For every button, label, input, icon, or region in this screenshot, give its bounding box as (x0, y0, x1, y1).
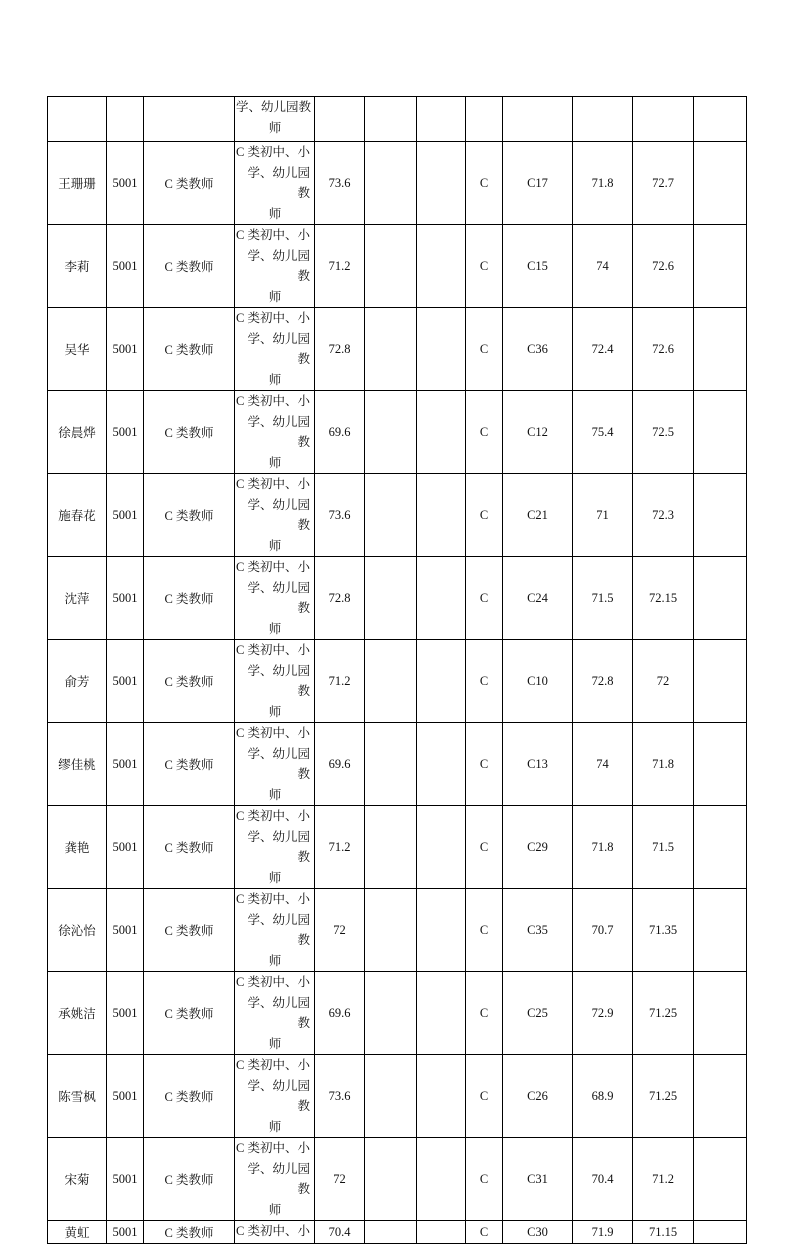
cell-total: 71.15 (633, 1221, 694, 1244)
table-row (48, 142, 747, 225)
cell-seat: C29 (503, 806, 573, 889)
cell-seat: C12 (503, 391, 573, 474)
cell-group: C (466, 806, 503, 889)
cell-group: C (466, 1221, 503, 1244)
category-line: 学、幼儿园教 (247, 746, 310, 781)
cell-category (235, 308, 315, 391)
cell-name: 宋菊 (48, 1138, 107, 1221)
cell-name (48, 97, 107, 142)
table-body (48, 97, 747, 1244)
cell-seat: C36 (503, 308, 573, 391)
cell-total: 71.25 (633, 1055, 694, 1138)
cell-group: C (466, 391, 503, 474)
cell-score1: 69.6 (315, 391, 365, 474)
cell-score2: 74 (573, 723, 633, 806)
cell-post: C 类教师 (144, 1138, 235, 1221)
cell-seat (503, 97, 573, 142)
cell-empty (365, 889, 417, 972)
cell-name: 王珊珊 (48, 142, 107, 225)
category-line: C 类初中、小 (236, 228, 310, 242)
category-line: 学、幼儿园教 (247, 580, 310, 615)
cell-seat: C26 (503, 1055, 573, 1138)
cell-code: 5001 (107, 806, 144, 889)
cell-seat: C25 (503, 972, 573, 1055)
cell-code: 5001 (107, 1055, 144, 1138)
cell-code: 5001 (107, 557, 144, 640)
cell-empty (417, 557, 466, 640)
category-line: 学、幼儿园教 (247, 248, 310, 283)
category-line: 学、幼儿园教 (247, 1161, 310, 1196)
cell-score1 (315, 97, 365, 142)
cell-seat: C35 (503, 889, 573, 972)
cell-category (235, 1055, 315, 1138)
cell-empty (417, 474, 466, 557)
cell-post: C 类教师 (144, 225, 235, 308)
category-line: 学、幼儿园教 (247, 1078, 310, 1113)
category-line: 师 (268, 1202, 282, 1217)
cell-total: 71.5 (633, 806, 694, 889)
cell-total: 72.5 (633, 391, 694, 474)
cell-score1: 69.6 (315, 723, 365, 806)
cell-name: 陈雪枫 (48, 1055, 107, 1138)
cell-seat: C21 (503, 474, 573, 557)
cell-empty (417, 640, 466, 723)
cell-empty (365, 723, 417, 806)
cell-empty (365, 474, 417, 557)
cell-total: 72.6 (633, 308, 694, 391)
cell-remark (694, 391, 747, 474)
cell-score1: 73.6 (315, 474, 365, 557)
cell-code: 5001 (107, 1138, 144, 1221)
cell-score1: 71.2 (315, 806, 365, 889)
cell-post: C 类教师 (144, 640, 235, 723)
cell-post: C 类教师 (144, 806, 235, 889)
cell-empty (417, 1055, 466, 1138)
cell-seat: C17 (503, 142, 573, 225)
cell-empty (365, 557, 417, 640)
cell-empty (365, 142, 417, 225)
cell-post: C 类教师 (144, 391, 235, 474)
cell-group: C (466, 1055, 503, 1138)
cell-group: C (466, 723, 503, 806)
cell-remark (694, 972, 747, 1055)
cell-score2: 72.9 (573, 972, 633, 1055)
cell-group: C (466, 1138, 503, 1221)
cell-code: 5001 (107, 391, 144, 474)
table-row (48, 640, 747, 723)
table-row (48, 889, 747, 972)
cell-group: C (466, 225, 503, 308)
category-line: C 类初中、小 (236, 394, 310, 408)
cell-total: 72.7 (633, 142, 694, 225)
cell-score2: 70.4 (573, 1138, 633, 1221)
cell-code: 5001 (107, 308, 144, 391)
cell-name: 沈萍 (48, 557, 107, 640)
category-line: 学、幼儿园教 (247, 912, 310, 947)
category-line: C 类初中、小 (236, 560, 310, 574)
category-line: 学、幼儿园教 (236, 100, 312, 114)
category-line: 师 (268, 289, 282, 304)
cell-code: 5001 (107, 1221, 144, 1244)
cell-remark (694, 225, 747, 308)
cell-score1: 71.2 (315, 640, 365, 723)
cell-score2: 70.7 (573, 889, 633, 972)
cell-score2: 71.8 (573, 142, 633, 225)
cell-code (107, 97, 144, 142)
cell-post: C 类教师 (144, 308, 235, 391)
table-row (48, 1221, 747, 1244)
cell-total: 72.6 (633, 225, 694, 308)
cell-empty (417, 391, 466, 474)
cell-post (144, 97, 235, 142)
cell-name: 缪佳桃 (48, 723, 107, 806)
cell-category (235, 1221, 315, 1244)
cell-score2: 74 (573, 225, 633, 308)
cell-score2 (573, 97, 633, 142)
cell-score1: 71.2 (315, 225, 365, 308)
cell-empty (365, 640, 417, 723)
cell-group (466, 97, 503, 142)
cell-name: 黄虹 (48, 1221, 107, 1244)
cell-score1: 72.8 (315, 308, 365, 391)
cell-remark (694, 640, 747, 723)
cell-total: 72.3 (633, 474, 694, 557)
cell-empty (365, 1138, 417, 1221)
cell-category (235, 972, 315, 1055)
category-line: 师 (268, 704, 282, 719)
cell-remark (694, 1138, 747, 1221)
cell-remark (694, 1055, 747, 1138)
cell-empty (417, 972, 466, 1055)
category-line: 学、幼儿园教 (247, 414, 310, 449)
cell-name: 李莉 (48, 225, 107, 308)
cell-group: C (466, 972, 503, 1055)
table-row (48, 557, 747, 640)
cell-code: 5001 (107, 723, 144, 806)
category-line: C 类初中、小 (236, 1058, 310, 1072)
cell-category (235, 1138, 315, 1221)
cell-category (235, 889, 315, 972)
cell-empty (417, 308, 466, 391)
cell-category (235, 806, 315, 889)
category-line: 学、幼儿园教 (247, 829, 310, 864)
cell-code: 5001 (107, 225, 144, 308)
cell-empty (417, 142, 466, 225)
category-line: C 类初中、小 (236, 1141, 310, 1155)
cell-empty (365, 1221, 417, 1244)
cell-post: C 类教师 (144, 889, 235, 972)
cell-total: 72.15 (633, 557, 694, 640)
table-row (48, 225, 747, 308)
cell-post: C 类教师 (144, 1055, 235, 1138)
cell-seat: C31 (503, 1138, 573, 1221)
cell-empty (417, 1138, 466, 1221)
cell-post: C 类教师 (144, 474, 235, 557)
cell-code: 5001 (107, 142, 144, 225)
category-line: 师 (268, 787, 282, 802)
category-line: 学、幼儿园教 (247, 331, 310, 366)
cell-code: 5001 (107, 474, 144, 557)
cell-total (633, 97, 694, 142)
cell-code: 5001 (107, 640, 144, 723)
cell-remark (694, 557, 747, 640)
category-line: 师 (268, 455, 282, 470)
category-line: C 类初中、小 (236, 477, 310, 491)
category-line: 学、幼儿园教 (247, 663, 310, 698)
table-row (48, 1138, 747, 1221)
cell-empty (417, 889, 466, 972)
cell-empty (365, 97, 417, 142)
cell-score1: 69.6 (315, 972, 365, 1055)
cell-empty (365, 806, 417, 889)
category-line: C 类初中、小 (236, 726, 310, 740)
cell-code: 5001 (107, 889, 144, 972)
category-line: 师 (268, 870, 282, 885)
cell-remark (694, 1221, 747, 1244)
cell-empty (365, 972, 417, 1055)
cell-name: 俞芳 (48, 640, 107, 723)
category-line: C 类初中、小 (236, 975, 310, 989)
cell-score2: 68.9 (573, 1055, 633, 1138)
category-line: 学、幼儿园教 (247, 995, 310, 1030)
category-line: 师 (268, 372, 282, 387)
cell-score2: 71.5 (573, 557, 633, 640)
cell-category (235, 474, 315, 557)
cell-empty (365, 308, 417, 391)
cell-group: C (466, 889, 503, 972)
cell-post: C 类教师 (144, 723, 235, 806)
category-line: 师 (268, 120, 282, 135)
cell-empty (417, 97, 466, 142)
cell-remark (694, 142, 747, 225)
table-row (48, 474, 747, 557)
cell-group: C (466, 557, 503, 640)
cell-name: 施春花 (48, 474, 107, 557)
cell-post: C 类教师 (144, 972, 235, 1055)
cell-remark (694, 889, 747, 972)
cell-score2: 71 (573, 474, 633, 557)
cell-score1: 73.6 (315, 1055, 365, 1138)
cell-category (235, 640, 315, 723)
category-line: 师 (268, 538, 282, 553)
cell-code: 5001 (107, 972, 144, 1055)
cell-seat: C30 (503, 1221, 573, 1244)
cell-post: C 类教师 (144, 1221, 235, 1244)
category-line: C 类初中、小 (236, 311, 310, 325)
cell-empty (365, 225, 417, 308)
cell-category (235, 225, 315, 308)
cell-group: C (466, 308, 503, 391)
category-line: 师 (268, 206, 282, 221)
cell-group: C (466, 640, 503, 723)
cell-empty (417, 723, 466, 806)
category-line: 师 (268, 1036, 282, 1051)
cell-name: 徐晨烨 (48, 391, 107, 474)
cell-total: 72 (633, 640, 694, 723)
cell-total: 71.25 (633, 972, 694, 1055)
category-line: 学、幼儿园教 (247, 497, 310, 532)
table-row (48, 723, 747, 806)
cell-post: C 类教师 (144, 557, 235, 640)
category-line: C 类初中、小 (236, 145, 310, 159)
cell-remark (694, 474, 747, 557)
cell-seat: C10 (503, 640, 573, 723)
cell-empty (365, 1055, 417, 1138)
table-row (48, 806, 747, 889)
table-row (48, 391, 747, 474)
cell-score2: 72.4 (573, 308, 633, 391)
cell-category (235, 723, 315, 806)
cell-seat: C13 (503, 723, 573, 806)
cell-score1: 72 (315, 1138, 365, 1221)
cell-name: 吴华 (48, 308, 107, 391)
table-row (48, 308, 747, 391)
cell-empty (417, 806, 466, 889)
category-line: 师 (268, 953, 282, 968)
category-line: 学、幼儿园教 (247, 165, 310, 200)
cell-group: C (466, 142, 503, 225)
cell-remark (694, 806, 747, 889)
cell-category (235, 97, 315, 142)
score-table (47, 96, 747, 1244)
cell-name: 承姚洁 (48, 972, 107, 1055)
cell-empty (417, 225, 466, 308)
cell-remark (694, 308, 747, 391)
cell-score1: 72.8 (315, 557, 365, 640)
table-row (48, 972, 747, 1055)
category-line: C 类初中、小 (236, 892, 310, 906)
table-row-continuation (48, 97, 747, 142)
cell-score1: 72 (315, 889, 365, 972)
table-row (48, 1055, 747, 1138)
cell-name: 龚艳 (48, 806, 107, 889)
cell-empty (365, 391, 417, 474)
cell-post: C 类教师 (144, 142, 235, 225)
cell-empty (417, 1221, 466, 1244)
cell-score1: 70.4 (315, 1221, 365, 1244)
cell-category (235, 391, 315, 474)
cell-remark (694, 723, 747, 806)
cell-name: 徐沁怡 (48, 889, 107, 972)
cell-score1: 73.6 (315, 142, 365, 225)
cell-total: 71.2 (633, 1138, 694, 1221)
category-line: C 类初中、小 (236, 643, 310, 657)
cell-score2: 72.8 (573, 640, 633, 723)
category-line: C 类初中、小 (236, 809, 310, 823)
cell-category (235, 142, 315, 225)
category-line: 师 (268, 621, 282, 636)
category-line: C 类初中、小 (236, 1224, 310, 1238)
cell-score2: 71.8 (573, 806, 633, 889)
cell-category (235, 557, 315, 640)
cell-total: 71.8 (633, 723, 694, 806)
cell-total: 71.35 (633, 889, 694, 972)
cell-seat: C15 (503, 225, 573, 308)
category-line: 师 (268, 1119, 282, 1134)
cell-remark (694, 97, 747, 142)
cell-group: C (466, 474, 503, 557)
cell-seat: C24 (503, 557, 573, 640)
cell-score2: 71.9 (573, 1221, 633, 1244)
cell-score2: 75.4 (573, 391, 633, 474)
